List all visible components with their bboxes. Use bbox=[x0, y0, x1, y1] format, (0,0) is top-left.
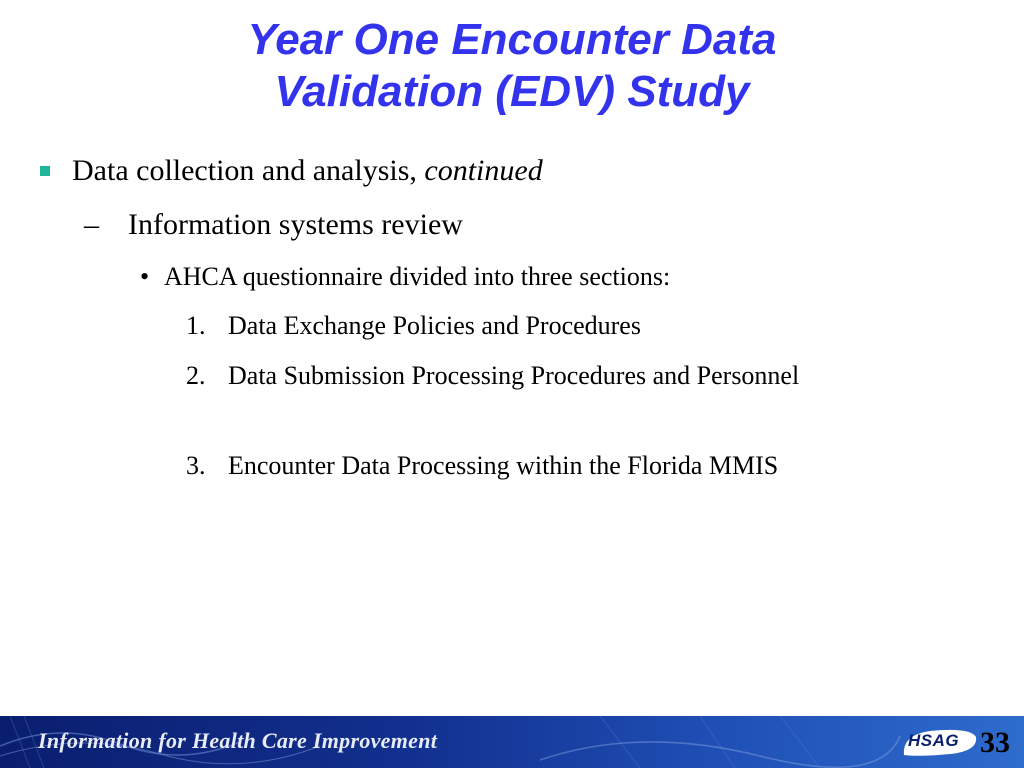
bullet-level-3 bbox=[140, 262, 671, 292]
square-bullet-icon bbox=[40, 166, 50, 176]
item-number: 3. bbox=[186, 451, 206, 480]
item-number: 1. bbox=[186, 311, 206, 340]
item-text: Encounter Data Processing within the Florida MMIS bbox=[228, 451, 779, 480]
bullet-level-1-text: Data collection and analysis, bbox=[72, 154, 425, 187]
numbered-item bbox=[186, 356, 888, 396]
slide-title-line-2: Validation (EDV) Study bbox=[274, 67, 750, 116]
dot-bullet-icon: • bbox=[140, 262, 150, 291]
bullet-level-3-text: AHCA questionnaire divided into three sections: bbox=[164, 262, 671, 291]
dash-bullet-icon: – bbox=[84, 208, 99, 241]
bullet-level-2 bbox=[84, 208, 463, 242]
slide-title-line-1: Year One Encounter Data bbox=[247, 15, 777, 64]
bullet-level-2-text: Information systems review bbox=[128, 208, 463, 241]
hsag-logo-text: HSAG bbox=[908, 731, 960, 750]
item-number: 2. bbox=[186, 361, 206, 390]
item-text: Data Submission Processing Procedures and Personnel bbox=[228, 361, 800, 390]
item-text: Data Exchange Policies and Procedures bbox=[228, 311, 641, 340]
numbered-item bbox=[186, 446, 888, 486]
bullet-level-1 bbox=[72, 154, 543, 188]
bullet-level-1-emphasis: continued bbox=[424, 154, 543, 187]
numbered-item bbox=[186, 306, 888, 346]
footer-bar bbox=[0, 716, 1024, 768]
footer-tagline: Information for Health Care Improvement bbox=[38, 728, 438, 753]
page-number: 33 bbox=[980, 726, 1010, 759]
